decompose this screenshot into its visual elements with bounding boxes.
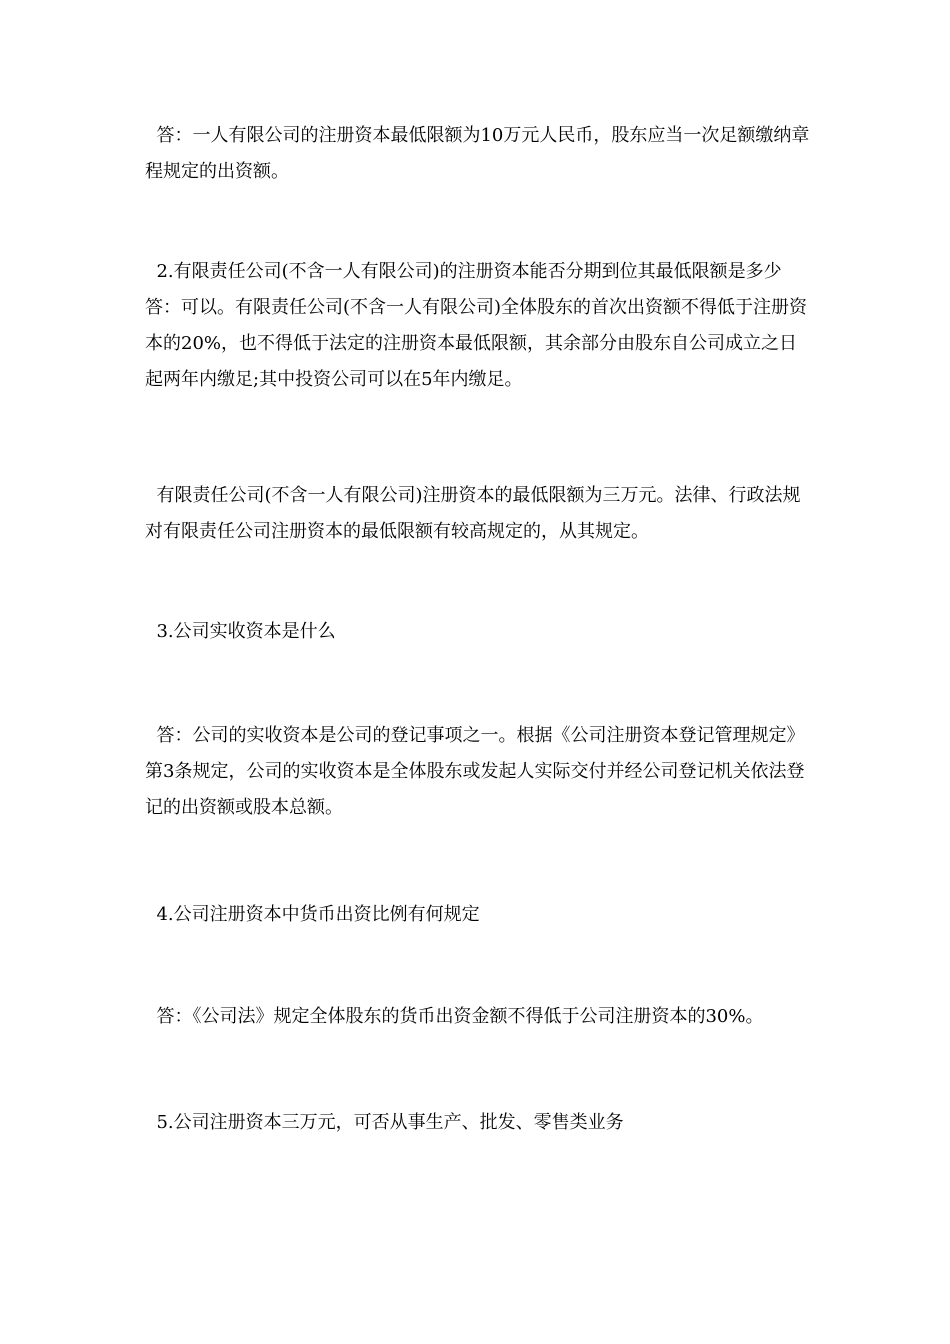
question-4-heading: 4.公司注册资本中货币出资比例有何规定	[145, 904, 480, 925]
answer-paragraph-one-person-company: 答：一人有限公司的注册资本最低限额为10万元人民币，股东应当一次足额缴纳章程规定的出资额。	[145, 125, 810, 182]
question-5-heading: 5.公司注册资本三万元，可否从事生产、批发、零售类业务	[145, 1112, 624, 1133]
question-3-heading: 3.公司实收资本是什么	[145, 621, 336, 642]
answer-paragraph-currency-ratio: 答：《公司法》规定全体股东的货币出资金额不得低于公司注册资本的30%。	[145, 1006, 764, 1027]
answer-paragraph-paid-in-capital: 答：公司的实收资本是公司的登记事项之一。根据《公司注册资本登记管理规定》第3条规定，公司的实收资本是全体股东或发起人实际交付并经公司登记机关依法登记的出资额或股本总额。	[145, 725, 805, 818]
question-2-paragraph: 2.有限责任公司(不含一人有限公司)的注册资本能否分期到位其最低限额是多少 答：可以。有限责任公司(不含一人有限公司)全体股东的首次出资额不得低于注册资本的20%，也不得低于法定的注册资本最低限额，其余部分由股东自公司成立之日起两年内缴足;其中投资公司可以在5年内缴足。	[145, 261, 808, 390]
minimum-capital-paragraph: 有限责任公司(不含一人有限公司)注册资本的最低限额为三万元。法律、行政法规对有限责任公司注册资本的最低限额有较高规定的，从其规定。	[145, 485, 801, 542]
